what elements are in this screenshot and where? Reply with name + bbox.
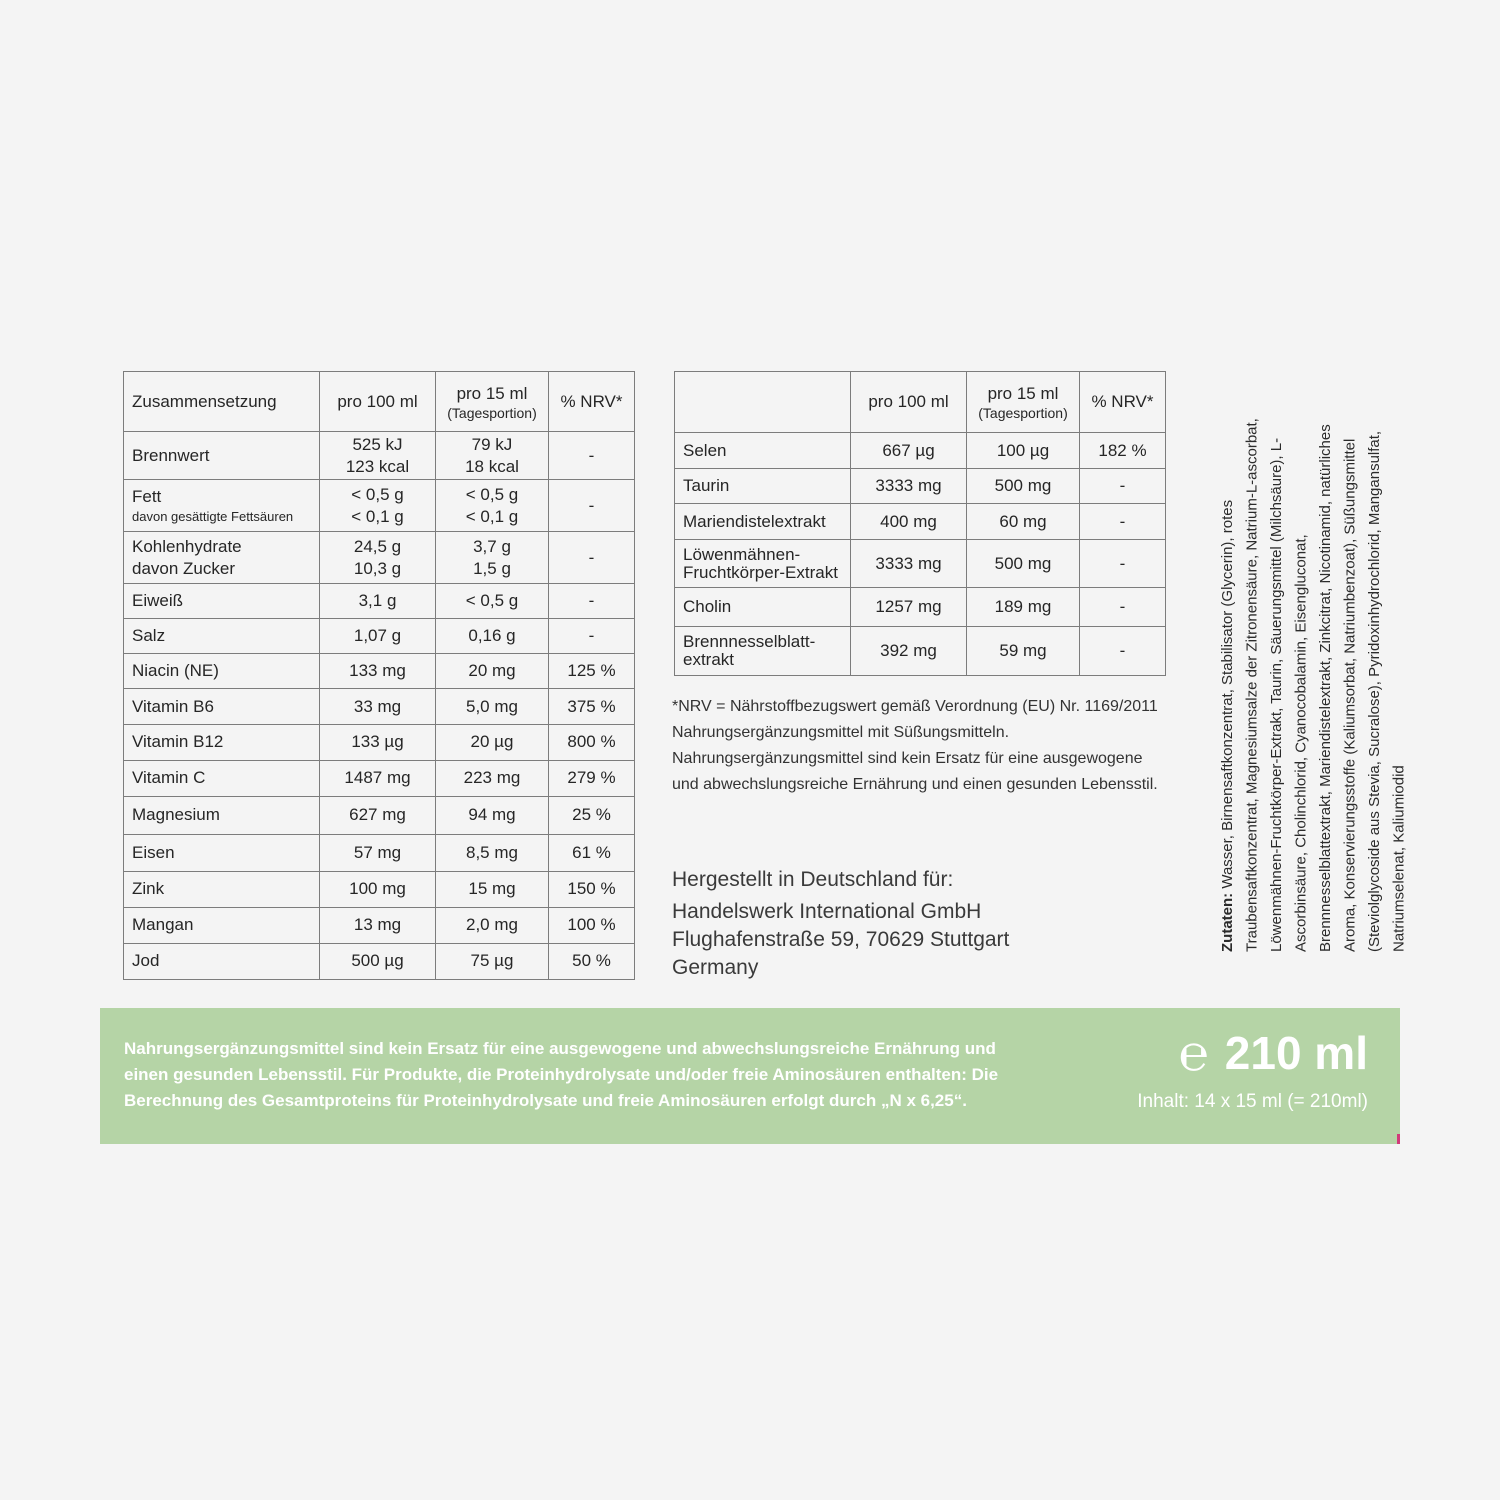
- row-name: Zink: [124, 871, 320, 907]
- company-name: Handelswerk International GmbH: [672, 900, 982, 923]
- table-header-row: [675, 372, 1166, 433]
- col-header-nrv: % NRV*: [1080, 372, 1166, 433]
- table-row: [124, 907, 635, 943]
- net-volume: [1179, 1026, 1368, 1080]
- value-per100: 400 mg: [851, 504, 967, 540]
- disclaimer-line: und abwechslungsreiche Ernährung und einen gesunden Lebensstil.: [672, 776, 1158, 793]
- value-per15: 189 mg: [967, 588, 1080, 627]
- value-per15: 20 mg: [436, 654, 549, 689]
- row-name: Brennwert: [124, 432, 320, 480]
- table-row: [124, 871, 635, 907]
- row-name: Jod: [124, 943, 320, 979]
- value-nrv: -: [549, 480, 635, 532]
- value-nrv: 279 %: [549, 760, 635, 796]
- nutrition-table-main: [123, 371, 635, 980]
- value-per15: 75 µg: [436, 943, 549, 979]
- col-header-per100: pro 100 ml: [851, 372, 967, 433]
- sweetener-note: Nahrungsergänzungsmittel mit Süßungsmitteln.: [672, 724, 1010, 741]
- value-per100: 133 µg: [320, 724, 436, 760]
- table-row: [675, 540, 1166, 588]
- value-per100: 33 mg: [320, 689, 436, 724]
- value-per100: < 0,5 g < 0,1 g: [320, 480, 436, 532]
- value-per100: 525 kJ 123 kcal: [320, 432, 436, 480]
- row-name: Selen: [675, 433, 851, 469]
- value-per15: 223 mg: [436, 760, 549, 796]
- manufacturer-block: [672, 866, 1152, 982]
- table-row: [124, 834, 635, 871]
- value-nrv: -: [549, 532, 635, 584]
- accent-mark: [1397, 1134, 1400, 1144]
- value-nrv: 125 %: [549, 654, 635, 689]
- table-row: [124, 943, 635, 979]
- value-per15: 79 kJ 18 kcal: [436, 432, 549, 480]
- value-per100: 57 mg: [320, 834, 436, 871]
- value-per15: 59 mg: [967, 627, 1080, 676]
- ingredients-label: Zutaten:: [1219, 892, 1236, 952]
- table-row: [675, 627, 1166, 676]
- table-row: [124, 584, 635, 619]
- nrv-notes: [672, 694, 1192, 798]
- value-per15: 3,7 g 1,5 g: [436, 532, 549, 584]
- value-per15: 60 mg: [967, 504, 1080, 540]
- band-disclaimer: [124, 1036, 1029, 1114]
- row-name: Eisen: [124, 834, 320, 871]
- ingredients-text: Wasser, Birnensaftkonzentrat, Stabilisator (Glycerin), rotes Traubensaftkonzentrat, Magnesiumsalze der Zitronensäure, Natrium-L-ascorbat, Löwenmähnen-Fruchtkörper-Extrakt, Taurin, Säuerungsmittel (Milchsäure), L-Ascorbinsäure, Cholinchlorid, Cyanocobalamin, Eisengluconat, Brennnesselblattextrakt, Mariendistelextrakt, Zinkcitrat, Nicotinamid, natürliches Aroma, Konservierungsstoffe (Kaliumsorbat, Natriumbenzoat), Süßungsmittel (Steviolglycoside aus Stevia, Sucralose), Pyridoxinhydrochlorid, Mangansulfat, Natriumselenat, Kaliumiodid: [1219, 418, 1408, 952]
- row-name: Löwenmähnen- Fruchtkörper-Extrakt: [675, 540, 851, 588]
- value-per15: 500 mg: [967, 469, 1080, 504]
- table-row: [675, 433, 1166, 469]
- col-header-per15: pro 15 ml (Tagesportion): [436, 372, 549, 432]
- value-nrv: -: [549, 619, 635, 654]
- row-name: Brennnesselblatt- extrakt: [675, 627, 851, 676]
- value-per100: 392 mg: [851, 627, 967, 676]
- row-name: Salz: [124, 619, 320, 654]
- row-name: Vitamin C: [124, 760, 320, 796]
- table-row: [675, 504, 1166, 540]
- value-per100: 100 mg: [320, 871, 436, 907]
- company-street: Flughafenstraße 59, 70629 Stuttgart: [672, 928, 1010, 951]
- row-name: Vitamin B12: [124, 724, 320, 760]
- value-nrv: 100 %: [549, 907, 635, 943]
- disclaimer-line: Nahrungsergänzungsmittel sind kein Ersatz für eine ausgewogene: [672, 750, 1143, 767]
- value-per15: < 0,5 g: [436, 584, 549, 619]
- row-name: Fett davon gesättigte Fettsäuren: [124, 480, 320, 532]
- value-per15: 8,5 mg: [436, 834, 549, 871]
- value-per100: 3,1 g: [320, 584, 436, 619]
- value-per15: 0,16 g: [436, 619, 549, 654]
- table-row: [124, 480, 635, 532]
- value-per15: 94 mg: [436, 796, 549, 834]
- nrv-footnote: *NRV = Nährstoffbezugswert gemäß Verordnung (EU) Nr. 1169/2011: [672, 698, 1158, 715]
- manufacturer-heading: Hergestellt in Deutschland für:: [672, 868, 954, 891]
- col-header-composition: Zusammensetzung: [124, 372, 320, 432]
- table-row: [124, 654, 635, 689]
- value-nrv: 25 %: [549, 796, 635, 834]
- row-name: Cholin: [675, 588, 851, 627]
- nutrition-table-additional: [674, 371, 1166, 676]
- value-nrv: -: [1080, 540, 1166, 588]
- volume-value: 210 ml: [1224, 1027, 1368, 1079]
- row-name: Eiweiß: [124, 584, 320, 619]
- value-per100: 3333 mg: [851, 469, 967, 504]
- value-nrv: 800 %: [549, 724, 635, 760]
- value-nrv: -: [1080, 469, 1166, 504]
- row-name: Kohlenhydrate davon Zucker: [124, 532, 320, 584]
- band-line: einen gesunden Lebensstil. Für Produkte, die Proteinhydrolysate und/oder freie Aminosäuren enthalten: Die: [124, 1065, 999, 1084]
- value-nrv: -: [1080, 627, 1166, 676]
- value-per100: 500 µg: [320, 943, 436, 979]
- col-header-empty: [675, 372, 851, 433]
- row-name: Mariendistelextrakt: [675, 504, 851, 540]
- row-name: Taurin: [675, 469, 851, 504]
- ingredients-list: [1216, 376, 1408, 952]
- row-name: Mangan: [124, 907, 320, 943]
- table-row: [675, 588, 1166, 627]
- table-row: [124, 432, 635, 480]
- table-row: [124, 760, 635, 796]
- row-name: Magnesium: [124, 796, 320, 834]
- value-per100: 3333 mg: [851, 540, 967, 588]
- value-per100: 24,5 g 10,3 g: [320, 532, 436, 584]
- value-nrv: 61 %: [549, 834, 635, 871]
- value-nrv: 150 %: [549, 871, 635, 907]
- value-per100: 133 mg: [320, 654, 436, 689]
- table-row: [124, 796, 635, 834]
- value-nrv: -: [1080, 504, 1166, 540]
- value-per15: 20 µg: [436, 724, 549, 760]
- value-per15: 2,0 mg: [436, 907, 549, 943]
- table-row: [124, 532, 635, 584]
- company-country: Germany: [672, 956, 759, 979]
- value-per15: < 0,5 g < 0,1 g: [436, 480, 549, 532]
- value-per100: 1487 mg: [320, 760, 436, 796]
- value-per15: 500 mg: [967, 540, 1080, 588]
- value-per100: 667 µg: [851, 433, 967, 469]
- col-header-per100: pro 100 ml: [320, 372, 436, 432]
- bottom-info-band: [100, 1008, 1400, 1144]
- table-row: [675, 469, 1166, 504]
- value-nrv: 375 %: [549, 689, 635, 724]
- estimated-sign-icon: ℮: [1178, 1025, 1209, 1081]
- table-row: [124, 689, 635, 724]
- value-nrv: -: [1080, 588, 1166, 627]
- value-per15: 100 µg: [967, 433, 1080, 469]
- value-nrv: 182 %: [1080, 433, 1166, 469]
- table-header-row: [124, 372, 635, 432]
- band-line: Nahrungsergänzungsmittel sind kein Ersatz für eine ausgewogene und abwechslungsreiche Ernährung und: [124, 1039, 996, 1058]
- band-line: Berechnung des Gesamtproteins für Proteinhydrolysate und freie Aminosäuren erfolgt durch „N x 6,25“.: [124, 1091, 967, 1110]
- contents-info: Inhalt: 14 x 15 ml (= 210ml): [1137, 1091, 1368, 1112]
- row-name: Vitamin B6: [124, 689, 320, 724]
- value-per100: 13 mg: [320, 907, 436, 943]
- col-header-per15: pro 15 ml (Tagesportion): [967, 372, 1080, 433]
- row-name: Niacin (NE): [124, 654, 320, 689]
- value-per100: 1257 mg: [851, 588, 967, 627]
- value-per100: 1,07 g: [320, 619, 436, 654]
- col-header-nrv: % NRV*: [549, 372, 635, 432]
- value-nrv: -: [549, 432, 635, 480]
- value-per100: 627 mg: [320, 796, 436, 834]
- table-row: [124, 619, 635, 654]
- table-row: [124, 724, 635, 760]
- value-nrv: -: [549, 584, 635, 619]
- value-per15: 15 mg: [436, 871, 549, 907]
- value-nrv: 50 %: [549, 943, 635, 979]
- value-per15: 5,0 mg: [436, 689, 549, 724]
